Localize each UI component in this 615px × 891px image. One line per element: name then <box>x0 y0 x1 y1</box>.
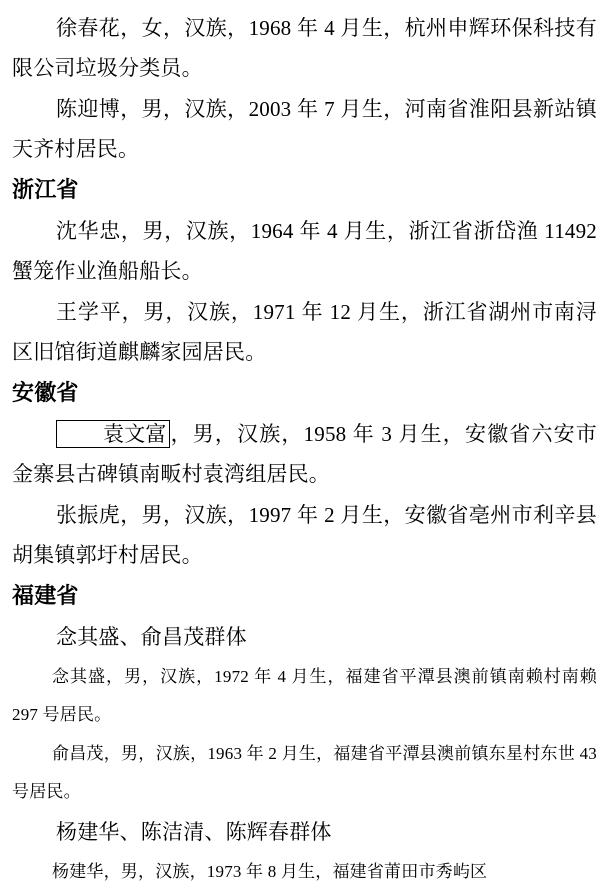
paragraph-entry-nian-qisheng: 念其盛，男，汉族，1972 年 4 月生，福建省平潭县澳前镇南赖村南赖 297 号居民。 <box>12 667 597 724</box>
paragraph-entry-yuan-wenfu-rest: ，男，汉族，1958 年 3 月生，安徽省六安市金寨县古碑镇南畈村袁湾组居民。 <box>12 422 597 486</box>
paragraph-entry-xu-chunhua: 徐春花，女，汉族，1968 年 4 月生，杭州申辉环保科技有限公司垃圾分类员。 <box>12 16 597 80</box>
heading-anhui: 安徽省 <box>12 380 79 405</box>
paragraph-entry-wang-xueping: 王学平，男，汉族，1971 年 12 月生，浙江省湖州市南浔区旧馆街道麒麟家园居民。 <box>12 300 597 364</box>
paragraph-entry-shen-huazhong: 沈华忠，男，汉族，1964 年 4 月生，浙江省浙岱渔 11492 蟹笼作业渔船船长。 <box>12 219 597 283</box>
group-title-nian-yu: 念其盛、俞昌茂群体 <box>56 625 247 649</box>
heading-zhejiang: 浙江省 <box>12 177 79 202</box>
paragraph-entry-chen-yingbo: 陈迎博，男，汉族，2003 年 7 月生，河南省淮阳县新站镇天齐村居民。 <box>12 97 597 161</box>
heading-fujian: 福建省 <box>12 583 79 608</box>
paragraph-entry-yu-changmao: 俞昌茂，男，汉族，1963 年 2 月生，福建省平潭县澳前镇东星村东世 43 号居民。 <box>12 744 597 801</box>
paragraph-entry-yuan-wenfu <box>12 414 597 494</box>
boxed-name-yuan-wenfu: 袁文富 <box>56 420 170 448</box>
paragraph-entry-zhang-zhenhu: 张振虎，男，汉族，1997 年 2 月生，安徽省亳州市利辛县胡集镇郭圩村居民。 <box>12 503 597 567</box>
group-title-yang-chen-chen: 杨建华、陈洁清、陈辉春群体 <box>56 820 332 844</box>
paragraph-entry-yang-jianhua: 杨建华，男，汉族，1973 年 8 月生，福建省莆田市秀屿区 <box>52 862 488 881</box>
